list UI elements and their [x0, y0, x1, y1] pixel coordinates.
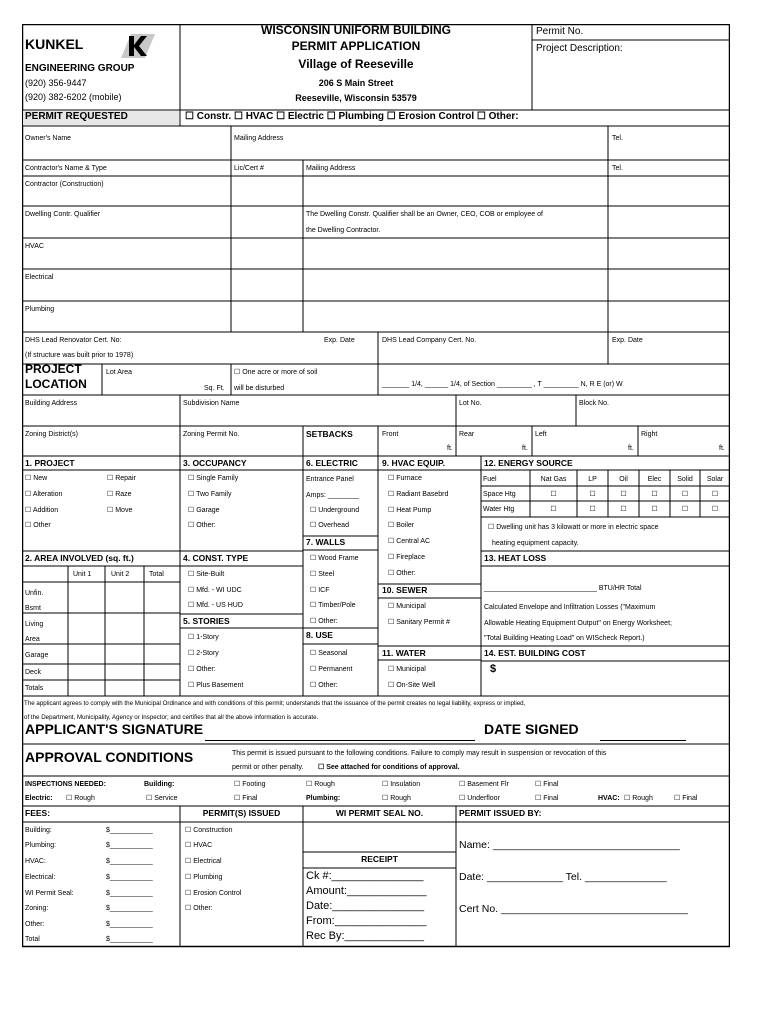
heat-loss-text-3: "Total Building Heating Load" on WIScheck Report.): [484, 635, 645, 642]
energy-checkbox[interactable]: ☐: [651, 506, 658, 513]
fees-heading: FEES:: [25, 808, 51, 818]
building-address-label: Building Address: [25, 400, 78, 407]
fee-amount-field[interactable]: $___________: [106, 827, 153, 834]
setback-right-label: Right: [641, 431, 658, 438]
fee-amount-field[interactable]: $___________: [106, 858, 153, 865]
sewer-municipal[interactable]: ☐ Municipal: [388, 603, 426, 610]
energy-checkbox[interactable]: ☐: [711, 506, 719, 513]
energy-row-space-htg: Space Htg: [483, 491, 516, 498]
issued-construction[interactable]: ☐ Construction: [185, 827, 233, 834]
project-addition[interactable]: ☐ Addition: [25, 507, 59, 514]
stories-heading: 5. STORIES: [183, 616, 230, 626]
insp-footing[interactable]: ☐ Footing: [234, 781, 266, 788]
electric-overhead[interactable]: ☐ Overhead: [310, 522, 349, 529]
setback-left-ft: ft.: [628, 445, 634, 452]
insp-rough[interactable]: ☐ Rough: [306, 781, 335, 788]
receipt-heading: RECEIPT: [361, 854, 398, 864]
permit-no-label: Permit No.: [536, 26, 584, 37]
hvac-furnace[interactable]: ☐ Furnace: [388, 475, 422, 482]
walls-other[interactable]: ☐ Other:: [310, 618, 338, 625]
village-city: Reeseville, Wisconsin 53579: [295, 93, 417, 103]
energy-kilowatt-note-2: heating equipment capacity.: [492, 540, 579, 547]
insp-plumbing-underfloor[interactable]: ☐ Underfloor: [459, 795, 500, 802]
permit-type-checkboxes[interactable]: ☐ Constr. ☐ HVAC ☐ Electric ☐ Plumbing ☐ Erosion Control ☐ Other:: [185, 111, 519, 122]
agreement-text-1: The applicant agrees to comply with the Municipal Ordinance and with conditions of this permit; understands that the issuance of the permit creates no legal liability, express or implied,: [24, 700, 526, 707]
area-row-unfin: Unfin.: [25, 590, 44, 597]
approval-conditions-heading: APPROVAL CONDITIONS: [25, 749, 194, 765]
energy-col-solar: Solar: [706, 476, 724, 483]
fee-label: Plumbing:: [25, 842, 57, 849]
heat-loss-heading: 13. HEAT LOSS: [484, 553, 547, 563]
acre-checkbox[interactable]: ☐ One acre or more of soil: [234, 369, 318, 376]
energy-checkbox[interactable]: ☐: [711, 491, 719, 498]
inspections-plumbing-label: Plumbing:: [306, 795, 341, 802]
issued-erosion[interactable]: ☐ Erosion Control: [185, 890, 242, 897]
const-mfd-udc[interactable]: ☐ Mfd. - WI UDC: [188, 587, 242, 594]
electric-underground[interactable]: ☐ Underground: [310, 507, 360, 514]
heat-loss-btu: _____________________________ BTU/HR Total: [484, 585, 642, 592]
walls-timber[interactable]: ☐ Timber/Pole: [310, 602, 356, 609]
setback-front-label: Front: [382, 431, 399, 438]
fee-label: WI Permit Seal:: [25, 890, 74, 897]
inspections-building-label: Building:: [144, 781, 175, 788]
occupancy-other[interactable]: ☐ Other:: [188, 522, 216, 529]
fee-amount-field[interactable]: $___________: [106, 890, 153, 897]
contractor-name-label: Contractor's Name & Type: [25, 165, 107, 172]
village-street: 206 S Main Street: [318, 78, 394, 88]
insp-electric-rough[interactable]: ☐ Rough: [66, 795, 95, 802]
electric-heading: 6. ELECTRIC: [306, 458, 358, 468]
company-name: KUNKEL: [25, 36, 84, 52]
contractor-tel-label: Tel.: [612, 165, 623, 172]
phone-mobile: (920) 382-6202 (mobile): [25, 92, 122, 102]
hvac-boiler[interactable]: ☐ Boiler: [388, 522, 415, 529]
walls-heading: 7. WALLS: [306, 537, 346, 547]
use-permanent[interactable]: ☐ Permanent: [310, 666, 353, 673]
setback-right-ft: ft.: [719, 445, 725, 452]
project-other[interactable]: ☐ Other: [25, 522, 51, 529]
energy-checkbox[interactable]: ☐: [620, 506, 627, 513]
subdivision-label: Subdivision Name: [183, 400, 240, 407]
project-repair[interactable]: ☐ Repair: [107, 475, 136, 482]
energy-kilowatt-note-1[interactable]: ☐ Dwelling unit has 3 kilowatt or more in electric space: [488, 524, 659, 531]
energy-checkbox[interactable]: ☐: [589, 506, 596, 513]
acre-note: will be disturbed: [234, 385, 285, 392]
dhs-company-exp-label: Exp. Date: [612, 337, 643, 344]
sewer-heading: 10. SEWER: [382, 585, 428, 595]
dhs-cert-label: DHS Lead Renovator Cert. No:: [25, 337, 122, 344]
fee-amount-field[interactable]: $___________: [106, 921, 153, 928]
area-col-unit1: Unit 1: [73, 571, 92, 578]
stories-2[interactable]: ☐ 2-Story: [188, 650, 219, 657]
permit-application-form: [22, 24, 730, 948]
lot-no-label: Lot No.: [459, 400, 482, 407]
energy-checkbox[interactable]: ☐: [550, 506, 557, 513]
contractor-mailing-label: Mailing Address: [306, 165, 356, 172]
fee-amount-field[interactable]: $___________: [106, 842, 153, 849]
fee-label: Total: [25, 936, 40, 943]
zoning-permit-label: Zoning Permit No.: [183, 431, 240, 438]
const-site-built[interactable]: ☐ Site-Built: [188, 571, 225, 578]
inspections-needed-label: INSPECTIONS NEEDED:: [25, 781, 106, 788]
issued-by-name[interactable]: Name: ________________________________: [459, 839, 680, 851]
hvac-equip-heading: 9. HVAC EQUIP.: [382, 458, 445, 468]
form-title-1: WISCONSIN UNIFORM BUILDING: [261, 23, 451, 37]
fee-label: Other:: [25, 921, 45, 928]
receipt-amount[interactable]: Amount:_____________: [306, 885, 427, 897]
hvac-contractor-label: HVAC: [25, 243, 44, 250]
project-location-heading-1: PROJECT: [25, 362, 82, 376]
area-col-unit2: Unit 2: [111, 571, 130, 578]
hvac-radiant[interactable]: ☐ Radiant Basebrd: [388, 491, 449, 498]
area-row-living: Living: [25, 621, 44, 628]
insp-hvac-final[interactable]: ☐ Final: [674, 795, 698, 802]
agreement-text-2: of the Department, Municipality, Agency or Inspector; and certifies that all the above information is accurate.: [24, 714, 319, 721]
form-title-2: PERMIT APPLICATION: [291, 39, 421, 53]
fee-label: Building:: [25, 827, 52, 834]
hvac-central-ac[interactable]: ☐ Central AC: [388, 538, 431, 545]
receipt-rec-by[interactable]: Rec By:_____________: [306, 930, 425, 942]
applicant-signature-line[interactable]: [205, 740, 475, 741]
permits-issued-heading: PERMIT(S) ISSUED: [202, 808, 281, 818]
issued-plumbing[interactable]: ☐ Plumbing: [185, 874, 223, 881]
energy-checkbox[interactable]: ☐: [620, 491, 627, 498]
insp-plumbing-rough[interactable]: ☐ Rough: [382, 795, 411, 802]
project-raze[interactable]: ☐ Raze: [107, 491, 132, 498]
stories-other[interactable]: ☐ Other:: [188, 666, 216, 673]
water-heading: 11. WATER: [382, 648, 426, 658]
insp-insulation[interactable]: ☐ Insulation: [382, 781, 421, 788]
water-well[interactable]: ☐ On-Site Well: [388, 682, 436, 689]
setback-rear-ft: ft.: [522, 445, 528, 452]
dhs-exp-label: Exp. Date: [324, 337, 355, 344]
area-col-total: Total: [149, 571, 164, 578]
project-location-heading-2: LOCATION: [25, 377, 87, 391]
building-cost-dollar: $: [490, 663, 497, 675]
owner-name-label: Owner's Name: [25, 135, 72, 142]
fee-label: HVAC:: [25, 858, 46, 865]
dhs-cert-note: (If structure was built prior to 1978): [25, 352, 134, 359]
area-row-deck: Deck: [25, 669, 41, 676]
dhs-company-label: DHS Lead Company Cert. No.: [382, 337, 477, 344]
plumbing-contractor-label: Plumbing: [25, 306, 55, 313]
dwelling-note-2: the Dwelling Contractor.: [306, 227, 381, 234]
heat-loss-text-2: Allowable Heating Equipment Output" on Energy Worksheet;: [484, 620, 672, 627]
stories-1[interactable]: ☐ 1-Story: [188, 634, 219, 641]
energy-row-water-htg: Water Htg: [483, 506, 515, 513]
issued-by-cert[interactable]: Cert No. ________________________________: [459, 903, 688, 915]
energy-col-nat-gas: Nat Gas: [540, 476, 567, 483]
energy-col-elec: Elec: [647, 476, 662, 483]
fee-label: Zoning:: [25, 905, 49, 912]
dwelling-qualifier-label: Dwelling Contr. Qualifier: [25, 211, 101, 218]
issued-electrical[interactable]: ☐ Electrical: [185, 858, 222, 865]
use-other[interactable]: ☐ Other:: [310, 682, 338, 689]
heat-loss-text-1: Calculated Envelope and Infiltration Losses ("Maximum: [484, 604, 656, 611]
permit-issued-by-heading: PERMIT ISSUED BY:: [459, 808, 542, 818]
date-signed-label: DATE SIGNED: [484, 721, 579, 737]
kunkel-logo: [119, 30, 157, 60]
project-heading: 1. PROJECT: [25, 458, 75, 468]
approval-attached-checkbox[interactable]: ☐ See attached for conditions of approval.: [318, 764, 460, 771]
receipt-from[interactable]: From:_______________: [306, 915, 427, 927]
fee-amount-field[interactable]: $___________: [106, 874, 153, 881]
walls-icf[interactable]: ☐ ICF: [310, 587, 330, 594]
energy-col-lp: LP: [588, 476, 597, 483]
inspections-hvac-label: HVAC:: [598, 795, 620, 802]
setback-left-label: Left: [535, 431, 547, 438]
project-move[interactable]: ☐ Move: [107, 507, 133, 514]
owner-tel-label: Tel.: [612, 135, 623, 142]
walls-steel[interactable]: ☐ Steel: [310, 571, 335, 578]
insp-hvac-rough[interactable]: ☐ Rough: [624, 795, 653, 802]
energy-checkbox[interactable]: ☐: [550, 491, 557, 498]
permit-requested-heading: PERMIT REQUESTED: [25, 111, 128, 122]
const-mfd-hud[interactable]: ☐ Mfd. - US HUD: [188, 602, 243, 609]
insp-electric-service[interactable]: ☐ Service: [146, 795, 178, 802]
contractor-construction-label: Contractor (Construction): [25, 181, 104, 188]
zoning-district-label: Zoning District(s): [25, 431, 78, 438]
owner-mailing-label: Mailing Address: [234, 135, 284, 142]
engineering-group: ENGINEERING GROUP: [25, 63, 135, 74]
approval-text-2: permit or other penalty.: [232, 764, 304, 771]
project-description-label: Project Description:: [536, 43, 623, 54]
insp-final[interactable]: ☐ Final: [535, 781, 559, 788]
block-no-label: Block No.: [579, 400, 609, 407]
village-name: Village of Reeseville: [298, 57, 414, 71]
hvac-other[interactable]: ☐ Other:: [388, 570, 416, 577]
setback-rear-label: Rear: [459, 431, 475, 438]
area-row-totals: Totals: [25, 685, 44, 692]
use-seasonal[interactable]: ☐ Seasonal: [310, 650, 348, 657]
applicant-signature-label: APPLICANT'S SIGNATURE: [25, 721, 204, 737]
phone-primary: (920) 356-9447: [25, 78, 87, 88]
dwelling-note-1: The Dwelling Constr. Qualifier shall be an Owner, CEO, COB or employee of: [306, 211, 543, 218]
occupancy-single[interactable]: ☐ Single Family: [188, 475, 239, 482]
fee-amount-field[interactable]: $___________: [106, 905, 153, 912]
area-row-bsmt: Bsmt: [25, 605, 41, 612]
issued-by-date-tel[interactable]: Date: _____________ Tel. ______________: [459, 871, 667, 883]
const-type-heading: 4. CONST. TYPE: [183, 553, 249, 563]
lot-area-label: Lot Area: [106, 369, 133, 376]
insp-basement[interactable]: ☐ Basement Flr: [459, 781, 509, 788]
water-municipal[interactable]: ☐ Municipal: [388, 666, 426, 673]
approval-text-1: This permit is issued pursuant to the following conditions. Failure to comply may result in suspension or revocation of this: [232, 750, 607, 757]
hvac-fireplace[interactable]: ☐ Fireplace: [388, 554, 426, 561]
building-cost-heading: 14. EST. BUILDING COST: [484, 648, 586, 658]
fee-label: Electrical:: [25, 874, 56, 881]
area-row-area: Area: [25, 636, 40, 643]
fee-amount-field[interactable]: $___________: [106, 936, 153, 943]
energy-heading: 12. ENERGY SOURCE: [484, 458, 573, 468]
hvac-heat-pump[interactable]: ☐ Heat Pump: [388, 507, 432, 514]
sewer-sanitary[interactable]: ☐ Sanitary Permit #: [388, 619, 450, 626]
occupancy-two[interactable]: ☐ Two Family: [188, 491, 232, 498]
occupancy-garage[interactable]: ☐ Garage: [188, 507, 220, 514]
insp-electric-final[interactable]: ☐ Final: [234, 795, 258, 802]
insp-plumbing-final[interactable]: ☐ Final: [535, 795, 559, 802]
setback-front-ft: ft.: [447, 445, 453, 452]
receipt-date[interactable]: Date:_______________: [306, 900, 425, 912]
energy-col-oil: Oil: [619, 476, 628, 483]
electric-amps[interactable]: Amps: ________: [306, 492, 359, 499]
inspections-electric-label: Electric:: [25, 795, 53, 802]
area-heading: 2. AREA INVOLVED (sq. ft.): [25, 553, 134, 563]
electrical-contractor-label: Electrical: [25, 274, 54, 281]
lic-cert-label: Lic/Cert #: [234, 165, 264, 172]
stories-basement[interactable]: ☐ Plus Basement: [188, 682, 244, 689]
project-alteration[interactable]: ☐ Alteration: [25, 491, 63, 498]
sqft-label: Sq. Ft.: [204, 385, 225, 392]
energy-checkbox[interactable]: ☐: [651, 491, 658, 498]
electric-entrance-panel: Entrance Panel: [306, 476, 354, 483]
area-row-garage: Garage: [25, 652, 49, 659]
energy-col-fuel: Fuel: [483, 476, 497, 483]
receipt-check-no[interactable]: Ck #:_______________: [306, 870, 424, 882]
use-heading: 8. USE: [306, 630, 333, 640]
issued-hvac[interactable]: ☐ HVAC: [185, 842, 213, 849]
section-township-range: _______ 1/4, ______ 1/4, of Section _________ , T _________ N, R E (or) W: [382, 381, 623, 388]
energy-col-solid: Solid: [677, 476, 693, 483]
energy-checkbox[interactable]: ☐: [589, 491, 596, 498]
energy-checkbox[interactable]: ☐: [681, 506, 689, 513]
setbacks-heading: SETBACKS: [306, 429, 353, 439]
permit-seal-heading: WI PERMIT SEAL NO.: [335, 808, 424, 818]
walls-wood[interactable]: ☐ Wood Frame: [310, 555, 359, 562]
energy-checkbox[interactable]: ☐: [681, 491, 689, 498]
date-signed-line[interactable]: [600, 740, 686, 741]
project-new[interactable]: ☐ New: [25, 475, 48, 482]
issued-other[interactable]: ☐ Other:: [185, 905, 213, 912]
occupancy-heading: 3. OCCUPANCY: [183, 458, 247, 468]
